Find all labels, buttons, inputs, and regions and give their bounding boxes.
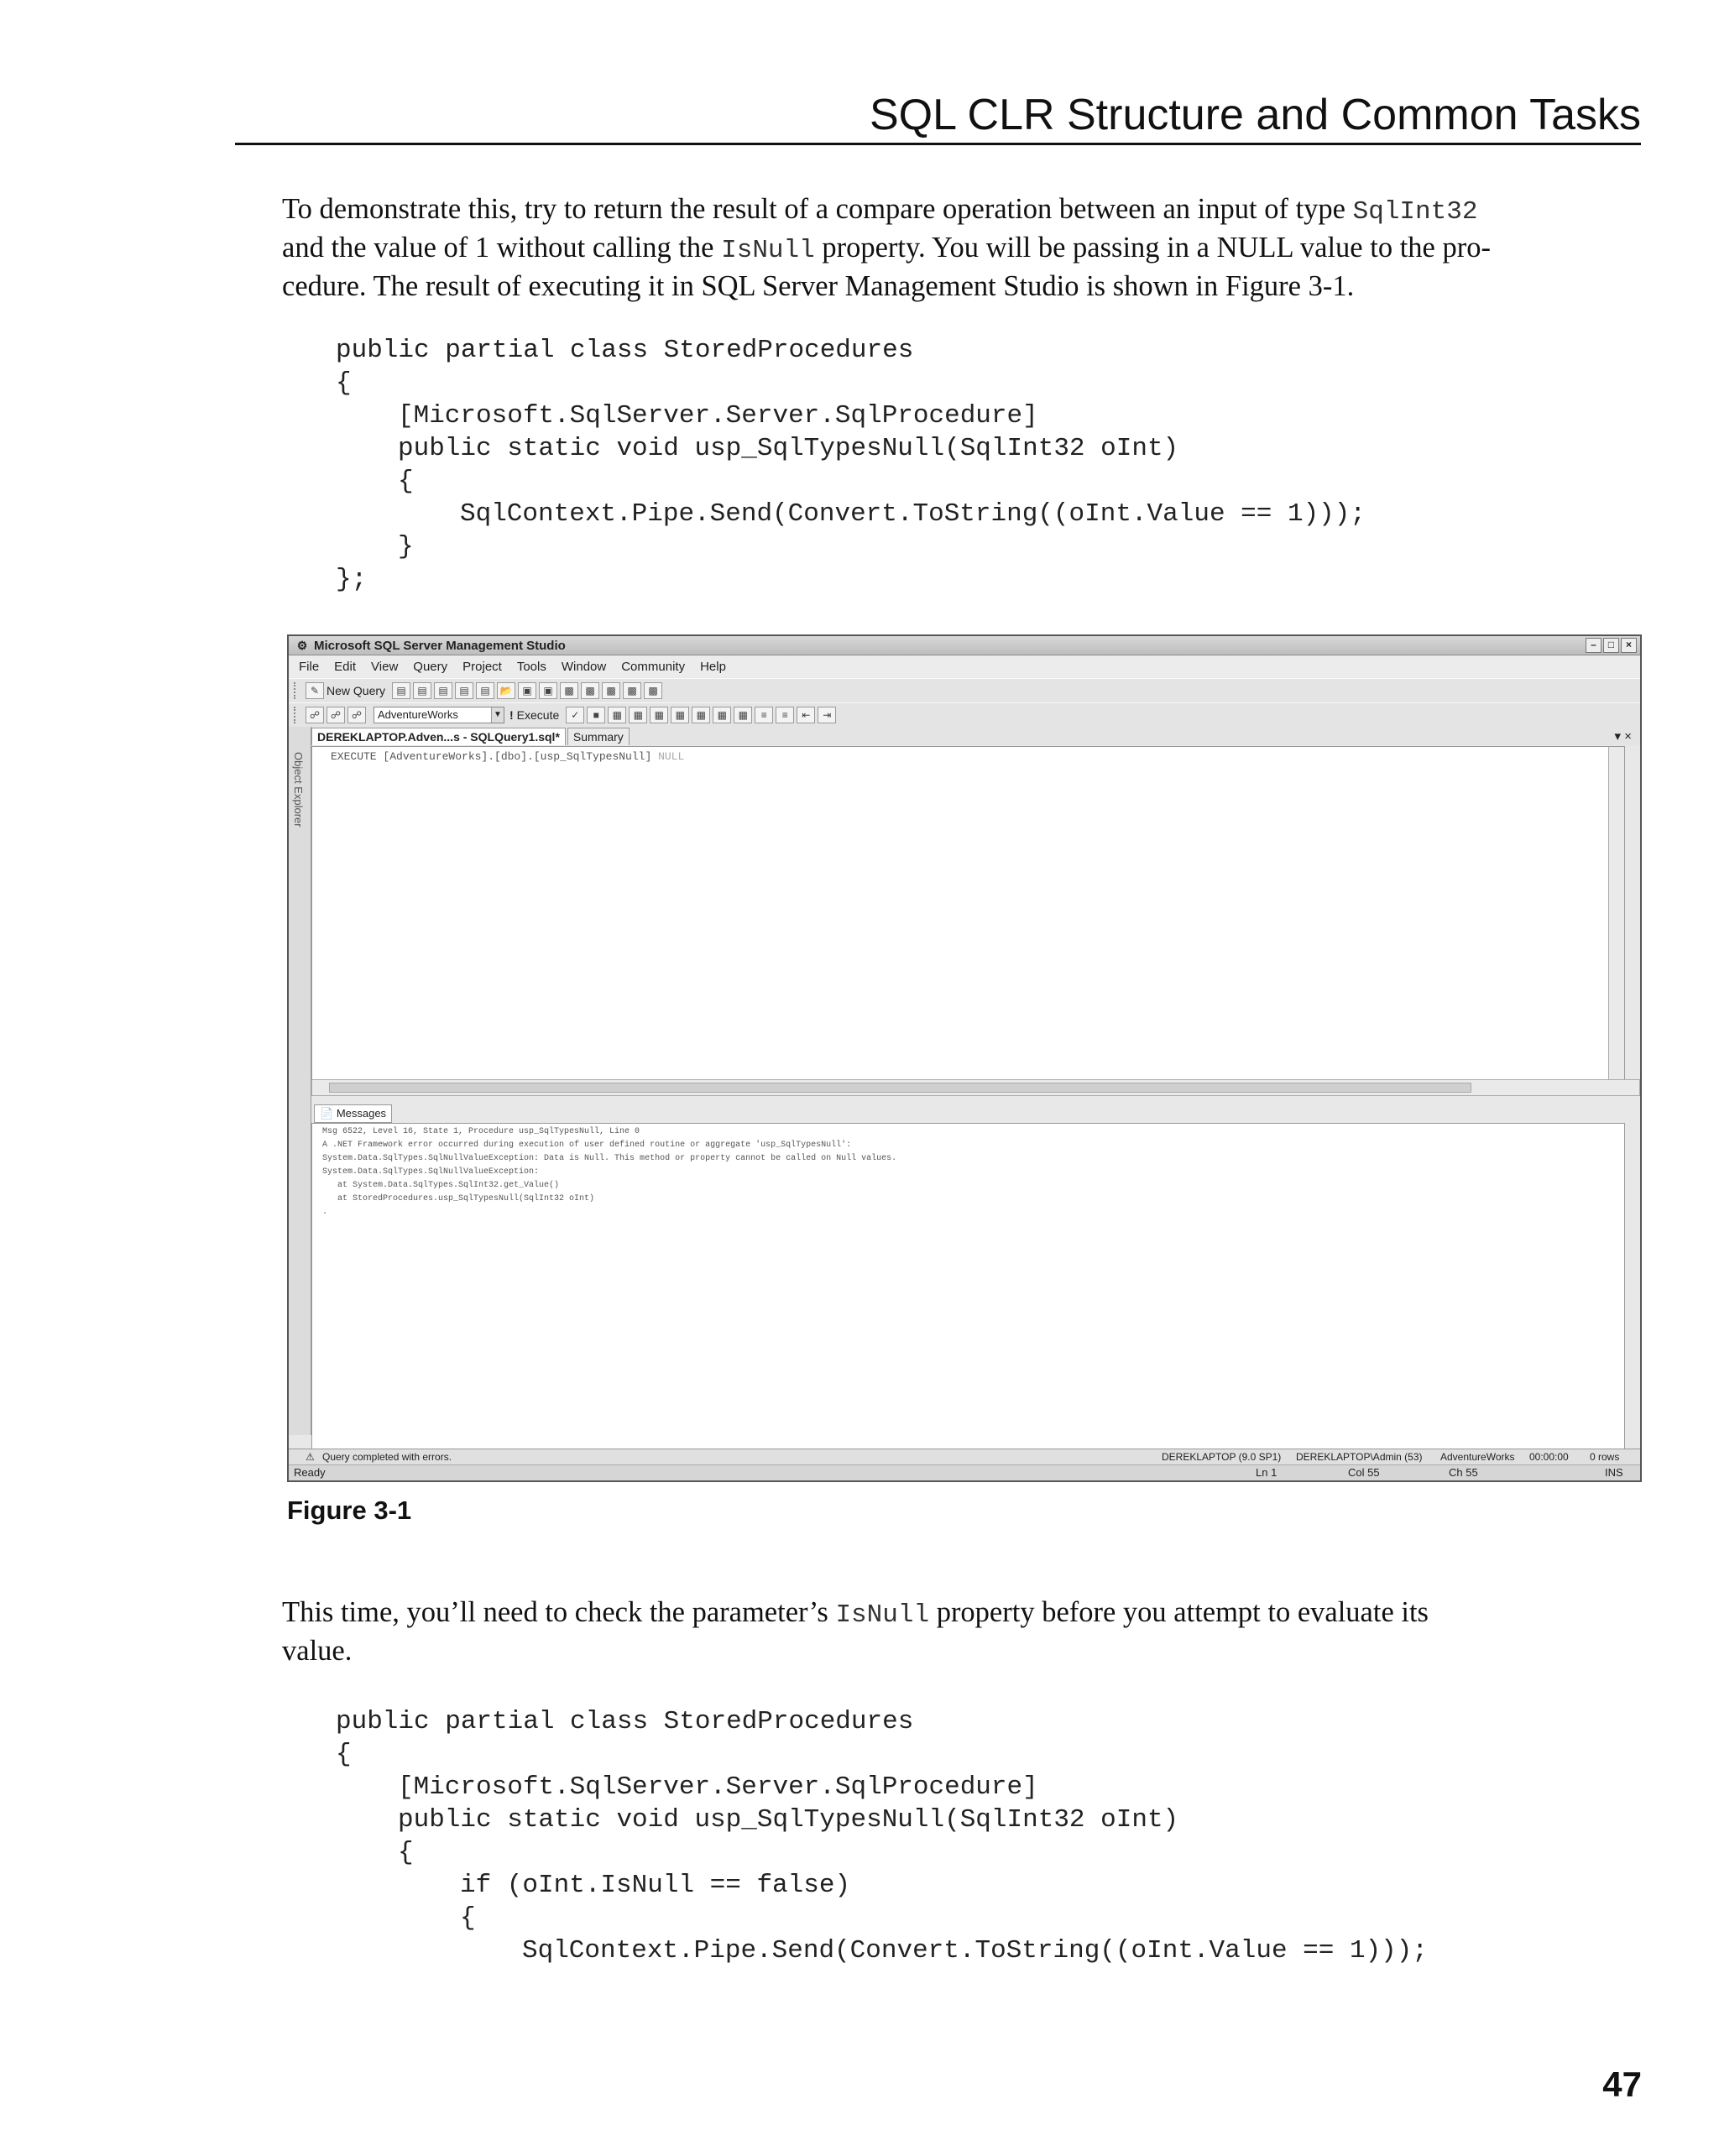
tab-messages[interactable] (314, 1104, 392, 1123)
para1-line2 (282, 232, 1491, 264)
database-select[interactable] (374, 707, 504, 723)
para1-text-2: and the value of 1 without calling the (282, 232, 722, 264)
new-query-icon: ✎ (306, 682, 324, 699)
code-block-1 (336, 334, 1366, 596)
message-line: at StoredProcedures.usp_SqlTypesNull(SqlInt32 oInt) (322, 1194, 595, 1203)
client-statistics-icon[interactable]: ▦ (671, 707, 689, 723)
inline-code-isnull: IsNull (721, 236, 815, 265)
para2-line1 (282, 1596, 1429, 1628)
sql-null-arg: NULL (658, 750, 685, 763)
message-line: . (322, 1208, 328, 1217)
decrease-indent-icon[interactable]: ⇤ (797, 707, 815, 723)
parse-icon[interactable]: ✓ (566, 707, 584, 723)
analysis-query-icon[interactable]: ▤ (413, 682, 431, 699)
code-line: SqlContext.Pipe.Send(Convert.ToString((oInt.Value == 1))); (522, 1936, 1428, 1965)
open-file-icon[interactable]: 📂 (497, 682, 515, 699)
code-line: { (398, 467, 414, 496)
object-explorer-sidebar[interactable] (289, 727, 311, 1435)
maximize-icon[interactable]: □ (1603, 638, 1619, 653)
para1-line1 (282, 193, 1477, 225)
mdx-query-icon[interactable]: ▤ (434, 682, 452, 699)
status-ready: Ready (294, 1466, 326, 1479)
template-explorer-icon[interactable]: ▩ (602, 682, 620, 699)
status-column: Col 55 (1348, 1466, 1380, 1479)
results-to-file-icon[interactable]: ▦ (734, 707, 752, 723)
menu-edit[interactable]: Edit (334, 659, 357, 674)
status-database: AdventureWorks (1440, 1451, 1515, 1463)
execute-label: Execute (516, 708, 560, 722)
tab-summary[interactable]: Summary (567, 728, 630, 745)
page-number: 47 (1602, 2065, 1642, 2104)
execute-button[interactable] (509, 708, 559, 722)
editor-vertical-scrollbar[interactable] (1608, 747, 1624, 1079)
menu-window[interactable]: Window (561, 659, 607, 674)
header-rule (235, 143, 1641, 145)
code-line: [Microsoft.SqlServer.Server.SqlProcedure] (398, 1772, 1038, 1802)
warning-icon: ⚠ (306, 1451, 315, 1463)
query-status: Query completed with errors. (322, 1451, 452, 1463)
disconnect-icon[interactable]: ☍ (327, 707, 345, 723)
results-to-grid-icon[interactable]: ▦ (713, 707, 731, 723)
query-status-bar (289, 1449, 1640, 1464)
messages-tab-label: Messages (336, 1107, 387, 1120)
document-tabs (311, 727, 1640, 745)
status-rows: 0 rows (1590, 1451, 1620, 1463)
execute-icon: ! (509, 708, 514, 722)
para2-text-1: This time, you’ll need to check the parameter’s (282, 1596, 836, 1628)
message-line: System.Data.SqlTypes.SqlNullValueException: (322, 1167, 540, 1177)
menu-project[interactable]: Project (462, 659, 502, 674)
code-line: { (398, 1838, 414, 1867)
ssms-screenshot (287, 634, 1642, 1482)
para1-text-3: property. You will be passing in a NULL value to the pro- (814, 232, 1491, 264)
query-designer-icon[interactable]: ▦ (629, 707, 647, 723)
estimated-plan-icon[interactable]: ▦ (608, 707, 626, 723)
para2-line2: value. (282, 1635, 353, 1667)
database-select-value: AdventureWorks (378, 708, 458, 721)
object-explorer-icon[interactable]: ▩ (581, 682, 599, 699)
paragraph-isnull-check (282, 1595, 1625, 1669)
results-to-text-icon[interactable]: ▦ (692, 707, 710, 723)
save-icon[interactable]: ▣ (518, 682, 536, 699)
cancel-query-icon[interactable]: ■ (587, 707, 605, 723)
menu-bar (289, 655, 1640, 677)
code-line: } (398, 532, 414, 561)
include-plan-icon[interactable]: ▦ (650, 707, 668, 723)
sql-statement (331, 750, 684, 763)
toolbar-grip[interactable] (294, 682, 300, 699)
para2-text-2: property before you attempt to evaluate its (929, 1596, 1429, 1628)
app-status-bar (289, 1464, 1640, 1480)
object-explorer-label: Object Explorer (292, 752, 305, 827)
code-line: { (336, 368, 352, 398)
status-ins: INS (1605, 1466, 1623, 1479)
new-query-label: New Query (327, 684, 386, 697)
code-line: public static void usp_SqlTypesNull(SqlInt32 oInt) (398, 1805, 1179, 1835)
window-controls (1586, 638, 1637, 653)
change-connection-icon[interactable]: ☍ (347, 707, 366, 723)
status-time: 00:00:00 (1529, 1451, 1569, 1463)
standard-toolbar (289, 678, 1640, 703)
code-line: public static void usp_SqlTypesNull(SqlInt32 oInt) (398, 434, 1179, 463)
para1-text-1: To demonstrate this, try to return the result of a compare operation between an input of type (282, 193, 1353, 225)
toolbar-grip[interactable] (294, 707, 300, 723)
paragraph-intro (282, 191, 1625, 305)
xmla-query-icon[interactable]: ▤ (476, 682, 494, 699)
sql-editor-toolbar (289, 702, 1640, 728)
close-tab-icon[interactable]: ▾ × (1614, 729, 1632, 744)
code-block-2 (336, 1705, 1428, 1967)
para1-line3: cedure. The result of executing it in SQL Server Management Studio is shown in Figure 3-1. (282, 270, 1355, 302)
status-user: DEREKLAPTOP\Admin (53) (1296, 1451, 1423, 1463)
chevron-down-icon: ▼ (491, 707, 504, 723)
inline-code-isnull-2: IsNull (835, 1600, 930, 1630)
save-all-icon[interactable]: ▣ (539, 682, 557, 699)
toolbox-icon[interactable]: ▩ (644, 682, 662, 699)
code-line: [Microsoft.SqlServer.Server.SqlProcedure] (398, 401, 1038, 431)
running-head: SQL CLR Structure and Common Tasks (869, 91, 1641, 139)
inline-code-sqlint32: SqlInt32 (1352, 197, 1478, 227)
uncomment-icon[interactable]: ≡ (776, 707, 794, 723)
menu-file[interactable]: File (299, 659, 320, 674)
code-line: { (460, 1903, 476, 1933)
properties-icon[interactable]: ▩ (623, 682, 641, 699)
menu-help[interactable]: Help (700, 659, 726, 674)
message-line: Msg 6522, Level 16, State 1, Procedure usp_SqlTypesNull, Line 0 (322, 1127, 640, 1136)
code-line: if (oInt.IsNull == false) (460, 1871, 851, 1900)
menu-view[interactable]: View (371, 659, 399, 674)
status-char: Ch 55 (1449, 1466, 1478, 1479)
status-line: Ln 1 (1256, 1466, 1277, 1479)
query-editor[interactable] (311, 746, 1625, 1080)
window-titlebar (289, 636, 1640, 655)
new-query-button[interactable] (306, 682, 385, 699)
figure-caption: Figure 3-1 (287, 1496, 412, 1525)
registered-servers-icon[interactable]: ▩ (560, 682, 578, 699)
database-engine-query-icon[interactable]: ▤ (392, 682, 410, 699)
code-line: { (336, 1740, 352, 1769)
tab-sqlquery1[interactable]: DEREKLAPTOP.Adven...s - SQLQuery1.sql* (311, 728, 566, 745)
code-line: public partial class StoredProcedures (336, 1707, 914, 1736)
menu-query[interactable]: Query (413, 659, 448, 674)
minimize-icon[interactable]: – (1586, 638, 1601, 653)
messages-icon: 📄 (320, 1107, 334, 1120)
editor-horizontal-scrollbar[interactable] (311, 1079, 1640, 1096)
sql-execute-text: EXECUTE [AdventureWorks].[dbo].[usp_SqlTypesNull] (331, 750, 652, 763)
menu-tools[interactable]: Tools (516, 659, 546, 674)
scrollbar-thumb[interactable] (329, 1083, 1471, 1093)
increase-indent-icon[interactable]: ⇥ (818, 707, 836, 723)
menu-community[interactable]: Community (621, 659, 686, 674)
status-server: DEREKLAPTOP (9.0 SP1) (1162, 1451, 1282, 1463)
app-icon: ⚙ (296, 639, 308, 652)
code-line: public partial class StoredProcedures (336, 336, 914, 365)
connect-icon[interactable]: ☍ (306, 707, 324, 723)
code-line: SqlContext.Pipe.Send(Convert.ToString((oInt.Value == 1))); (460, 499, 1366, 529)
message-line: A .NET Framework error occurred during execution of user defined routine or aggregate 'usp_SqlTypesNull': (322, 1141, 852, 1150)
message-line: at System.Data.SqlTypes.SqlInt32.get_Value() (322, 1181, 560, 1190)
dmx-query-icon[interactable]: ▤ (455, 682, 473, 699)
messages-pane[interactable] (311, 1123, 1625, 1457)
close-icon[interactable]: × (1621, 638, 1637, 653)
code-line: }; (336, 565, 368, 594)
window-title: Microsoft SQL Server Management Studio (314, 638, 566, 653)
comment-icon[interactable]: ≡ (755, 707, 773, 723)
message-line: System.Data.SqlTypes.SqlNullValueException: Data is Null. This method or property cannot be called on Null values. (322, 1154, 897, 1163)
